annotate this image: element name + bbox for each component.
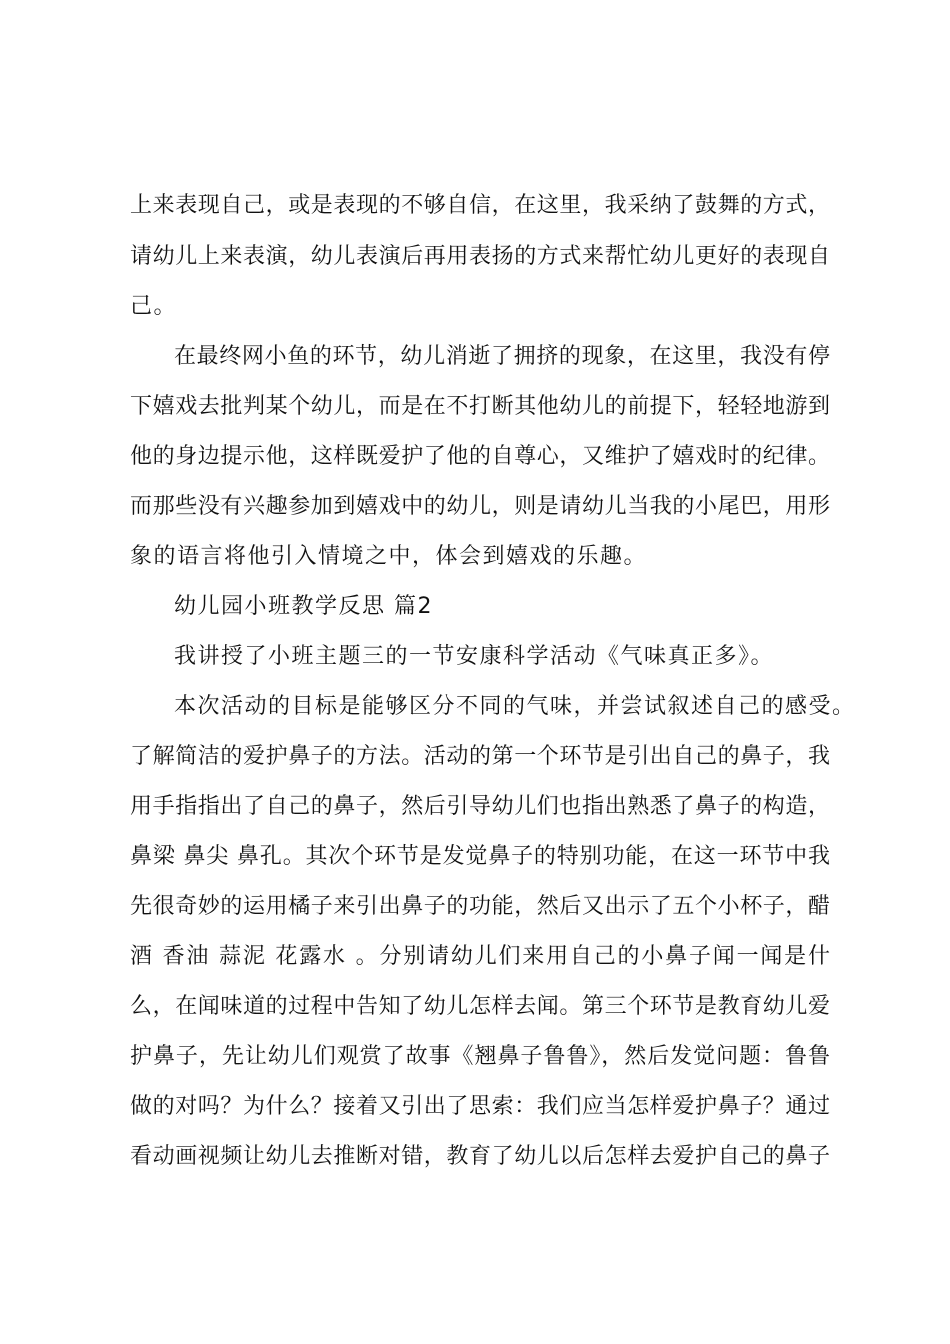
paragraph-first-line: 在最终网小鱼的环节，幼儿消逝了拥挤的现象，在这里，我没有停 xyxy=(174,344,830,369)
section-heading: 幼儿园小班教学反思 篇2 xyxy=(174,594,433,619)
text-line: 他的身边提示他，这样既爱护了他的自尊心，又维护了嬉戏时的纪律。 xyxy=(130,444,830,469)
text-line: 看动画视频让幼儿去推断对错，教育了幼儿以后怎样去爱护自己的鼻子 xyxy=(130,1144,830,1169)
paragraph-first-line: 我讲授了小班主题三的一节安康科学活动《气味真正多》。 xyxy=(174,644,775,669)
text-line: 了解简洁的爱护鼻子的方法。活动的第一个环节是引出自己的鼻子，我 xyxy=(130,744,830,769)
text-line: 先很奇妙的运用橘子来引出鼻子的功能，然后又出示了五个小杯子，醋 xyxy=(130,894,830,919)
paragraph-first-line: 本次活动的目标是能够区分不同的气味，并尝试叙述自己的感受。 xyxy=(174,694,856,719)
text-line: 么，在闻味道的过程中告知了幼儿怎样去闻。第三个环节是教育幼儿爱 xyxy=(130,994,830,1019)
text-line: 请幼儿上来表演，幼儿表演后再用表扬的方式来帮忙幼儿更好的表现自 xyxy=(130,244,830,269)
text-line: 鼻梁 鼻尖 鼻孔。其次个环节是发觉鼻子的特别功能，在这一环节中我 xyxy=(130,844,830,869)
text-line: 而那些没有兴趣参加到嬉戏中的幼儿，则是请幼儿当我的小尾巴，用形 xyxy=(130,494,830,519)
text-line: 做的对吗？为什么？接着又引出了思索：我们应当怎样爱护鼻子？通过 xyxy=(130,1094,830,1119)
text-line: 酒 香油 蒜泥 花露水 。分别请幼儿们来用自己的小鼻子闻一闻是什 xyxy=(130,944,830,969)
text-line: 护鼻子，先让幼儿们观赏了故事《翘鼻子鲁鲁》，然后发觉问题：鲁鲁 xyxy=(130,1044,830,1069)
text-line: 己。 xyxy=(130,294,178,319)
text-line: 上来表现自己，或是表现的不够自信，在这里，我采纳了鼓舞的方式， xyxy=(130,193,830,218)
text-line: 用手指指出了自己的鼻子，然后引导幼儿们也指出熟悉了鼻子的构造， xyxy=(130,794,830,819)
text-line: 象的语言将他引入情境之中，体会到嬉戏的乐趣。 xyxy=(130,544,648,569)
text-line: 下嬉戏去批判某个幼儿，而是在不打断其他幼儿的前提下，轻轻地游到 xyxy=(130,394,830,419)
